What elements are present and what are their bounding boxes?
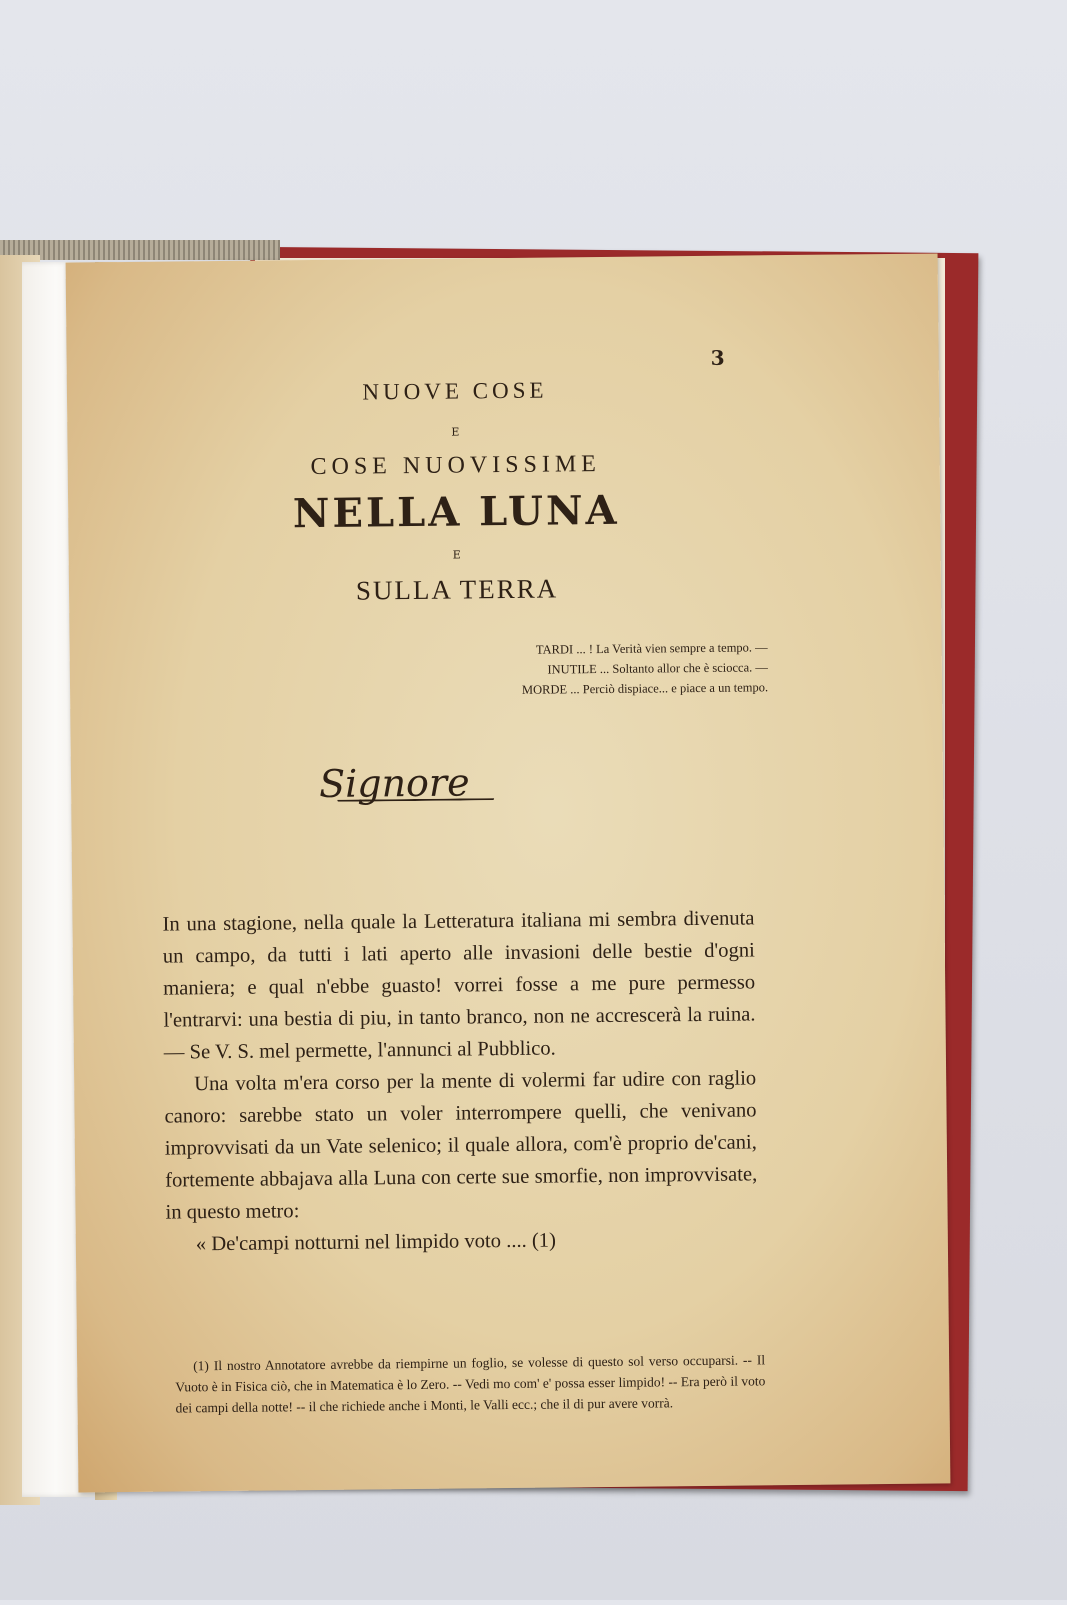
title-conjunction-2: E <box>452 548 461 562</box>
paragraph-1: In una stagione, nella quale la Letteratura italiana mi sembra divenuta un campo, da tutti i lati aperto alle invasioni delle bestie d'ogni maniera; e qual n'ebbe guasto! vorrei fosse a me pure permesso l'entrarvi: una bestia di piu, in tanto branco, non ne accrescerà la ruina. — Se V. S. mel permette, l'annunci al Pubblico. <box>162 907 756 1064</box>
footnote <box>175 1349 766 1418</box>
epigraph <box>393 637 769 701</box>
handwritten-salutation: Signore <box>318 760 470 806</box>
epigraph-line-2: INUTILE ... Soltanto allor che è sciocca. — <box>547 660 768 677</box>
quote-line: « De'campi notturni nel limpido voto .... (1) <box>195 1229 557 1256</box>
printed-page <box>66 253 951 1492</box>
title-line-3: NELLA LUNA <box>292 486 620 538</box>
title-conjunction-1: E <box>451 425 460 439</box>
body-text <box>162 902 758 1260</box>
title-line-1: NUOVE COSE <box>362 377 548 405</box>
epigraph-line-3: MORDE ... Perciò dispiace... e piace a un tempo. <box>521 680 769 697</box>
paragraph-2: Una volta m'era corso per la mente di volermi far udire con raglio canoro: sarebbe stato un voler interrompere quelli, che venivano improvvisati da un Vate selenico; il quale allora, com'è proprio de'cani, fortemente abbajava alla Luna con certe sue smorfie, non improvvisate, in questo metro: <box>164 1067 758 1224</box>
footnote-text: (1) Il nostro Annotatore avrebbe da riempirne un foglio, se volesse di questo sol verso occuparsi. -- Il Vuoto è in Fisica ciò, che in Matematica è lo Zero. -- Vedi mo com' e' possa esser limpido! -- Era però il voto dei campi della notte! -- il che richiede anche i Monti, le Valli ecc.; che il di pur avere vorrà. <box>175 1352 766 1416</box>
epigraph-line-1: TARDI ... ! La Verità vien sempre a tempo. — <box>535 640 768 657</box>
page-number: 3 <box>710 345 725 370</box>
title-line-2: COSE NUOVISSIME <box>310 451 602 481</box>
title-line-4: SULLA TERRA <box>355 573 559 606</box>
